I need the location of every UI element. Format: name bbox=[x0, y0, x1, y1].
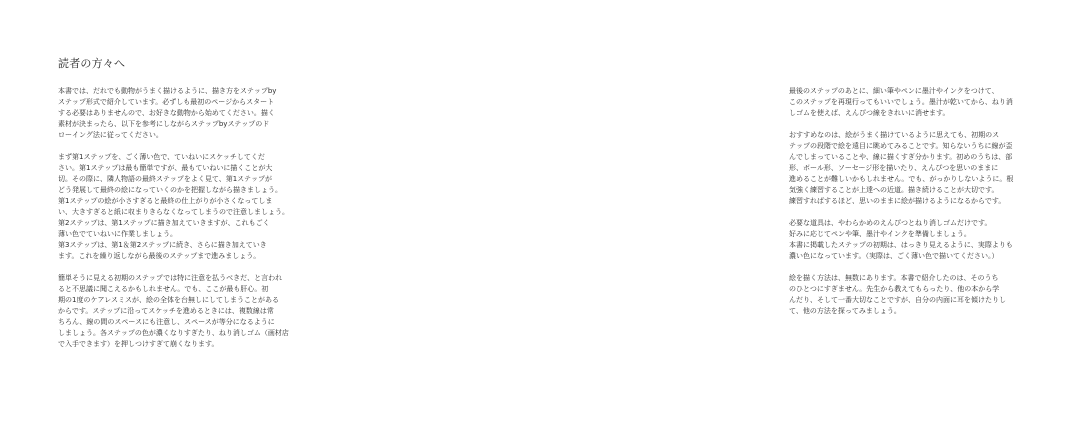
paragraph-gap bbox=[789, 119, 1079, 130]
paragraph bbox=[789, 218, 1079, 262]
right-page bbox=[360, 0, 1014, 441]
paragraph bbox=[58, 86, 348, 141]
text-line: どう発展して最終の絵になっていくのかを把握しながら描きましょう。 bbox=[58, 186, 282, 194]
text-line: ローイング法に従ってください。 bbox=[58, 131, 163, 139]
text-line: 好みに応じてペンや筆、墨汁やインクを準備しましょう。 bbox=[789, 230, 971, 238]
text-line: 本書では、だれでも動物がうまく描けるように、描き方をステップby bbox=[58, 87, 277, 95]
paragraph bbox=[789, 130, 1079, 207]
paragraph bbox=[789, 273, 1079, 317]
paragraph-gap bbox=[789, 262, 1079, 273]
text-line: しましょう。各ステップの色が濃くなりすぎたり、ねり消しゴム（画材店 bbox=[58, 329, 289, 337]
right-column bbox=[789, 86, 1079, 317]
text-line: 濃い色になっています。（実際は、ごく薄い色で描いてください。） bbox=[789, 252, 999, 260]
text-line: 第3ステップは、第1＆第2ステップに続き、さらに描き加えていき bbox=[58, 241, 267, 249]
text-line: ます。これを繰り返しながら最後のステップまで進みましょう。 bbox=[58, 252, 261, 260]
paragraph bbox=[58, 273, 348, 350]
text-line: 必要な道具は、やわらかめのえんぴつとねり消しゴムだけです。 bbox=[789, 219, 992, 227]
text-line: い、大きすぎると紙に収まりきらなくなってしまうので注意しましょう。 bbox=[58, 208, 289, 216]
text-line: 第2ステップは、第1ステップに描き加えていきますが、これもごく bbox=[58, 219, 270, 227]
left-page bbox=[0, 0, 360, 441]
text-line: んでしまっていることや、線に描くすぎ分かります。初めのうちは、部 bbox=[789, 153, 1013, 161]
text-line: 気強く練習することが上達への近道。描き続けることが大切です。 bbox=[789, 186, 999, 194]
paragraph-gap bbox=[789, 207, 1079, 218]
text-line: ちろん、線の間のスペースにも注意し、スペースが等分になるように bbox=[58, 318, 275, 326]
text-line: 第1ステップの絵が小さすぎると最終の仕上がりが小さくなってしま bbox=[58, 197, 273, 205]
text-line: ると不思議に聞こえるかもしれません。でも、ここが最も肝心。初 bbox=[58, 285, 269, 293]
text-line: 本書に掲載したステップの初期は、はっきり見えるように、実際よりも bbox=[789, 241, 1013, 249]
text-line: 素材が決まったら、以下を参考にしながらステップbyステップのド bbox=[58, 120, 270, 128]
paragraph bbox=[789, 86, 1079, 119]
text-line: 簡単そうに見える初期のステップでは特に注意を払うべきだ、と言われ bbox=[58, 274, 283, 282]
left-column bbox=[58, 86, 348, 350]
text-line: で入手できます）を押しつけすぎて崩くなります。 bbox=[58, 340, 219, 348]
text-line: 最後のステップのあとに、細い筆やペンに墨汁やインクをつけて、 bbox=[789, 87, 999, 95]
text-line: のひとつにすぎません。先生から教えてもらったり、他の本から学 bbox=[789, 285, 1000, 293]
text-line: 切。その際に、隣人物語の最終ステップをよく見て、第1ステップが bbox=[58, 175, 273, 183]
text-line: テップの段階で絵を遠目に眺めてみることです。知らないうちに線が歪 bbox=[789, 142, 1013, 150]
text-line: しゴムを使えば、えんぴつ線をきれいに消せます。 bbox=[789, 109, 950, 117]
paragraph-gap bbox=[58, 262, 348, 273]
text-line: まず第1ステップを、ごく薄い色で、ていねいにスケッチしてくだ bbox=[58, 153, 265, 161]
text-line: からです。ステップに沿ってスケッチを進めるときには、複数線は常 bbox=[58, 307, 274, 315]
paragraph-gap bbox=[58, 141, 348, 152]
text-line: おすすめなのは、絵がうまく描けているように思えても、初期のス bbox=[789, 131, 1000, 139]
page-heading: 読者の方々へ bbox=[58, 57, 126, 70]
text-line: このステップを再現行ってもいいでしょう。墨汁が乾いてから、ねり消 bbox=[789, 98, 1013, 106]
text-line: する必要はありませんので、お好きな動物から始めてください。描く bbox=[58, 109, 275, 117]
text-line: 期の1度のケアレスミスが、絵の全体を台無しにしてしまうことがある bbox=[58, 296, 279, 304]
text-line: 形、ボール形、ソーセージ形を描いたり、えんぴつを思いのままに bbox=[789, 164, 999, 172]
text-line: て、他の方法を探ってみましょう。 bbox=[789, 307, 901, 315]
paragraph bbox=[58, 152, 348, 262]
text-line: 練習すればするほど、思いのままに絵が描けるようになるからです。 bbox=[789, 197, 1006, 205]
text-line: 進めることが難しいかもしれません。でも、がっかりしないように。根 bbox=[789, 175, 1014, 183]
text-line: 薄い色でていねいに作業しましょう。 bbox=[58, 230, 177, 238]
text-line: 絵を描く方法は、無数にあります。本書で紹介したのは、そのうち bbox=[789, 274, 999, 282]
text-line: んだり、そして一番大切なことですが、自分の内面に耳を傾けたりし bbox=[789, 296, 1006, 304]
text-line: さい。第1ステップは最も簡単ですが、最もていねいに描くことが大 bbox=[58, 164, 273, 172]
text-line: ステップ形式で紹介しています。必ずしも最初のページからスタート bbox=[58, 98, 275, 106]
